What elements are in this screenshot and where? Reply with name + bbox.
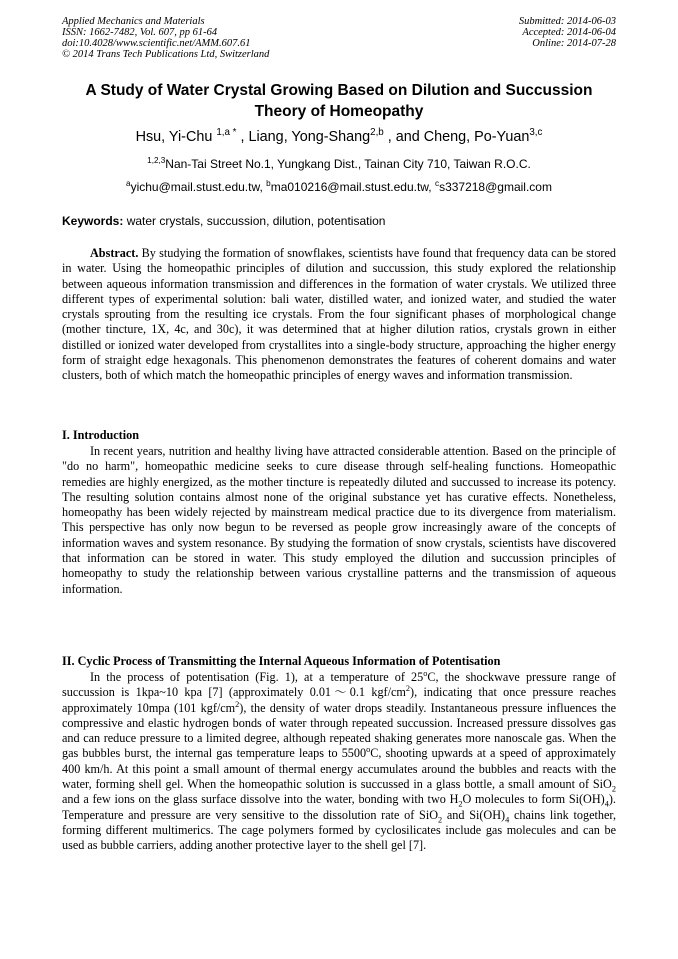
section-2-heading: II. Cyclic Process of Transmitting the Internal Aqueous Information of Potentisation xyxy=(62,654,501,668)
email-c[interactable]: s337218@gmail.com xyxy=(439,180,552,194)
email-a[interactable]: yichu@mail.stust.edu.tw, xyxy=(130,180,267,194)
keywords xyxy=(62,214,616,228)
s2-text-5: C, shooting upwards at a speed of approximately 400 km/h. At this point a small amount of thermal energy accumulates around the bubbles and reacts with the water, forming shell gel. When the homeopathic solution is succussed in a glass bottle, a small amount of SiO xyxy=(62,746,617,792)
abstract-label: Abstract. xyxy=(90,246,139,260)
author-emails xyxy=(62,180,616,194)
author-1: Hsu, Yi-Chu xyxy=(135,129,217,145)
journal-doi[interactable]: doi:10.4028/www.scientific.net/AMM.607.61 xyxy=(62,38,251,49)
journal-issn: ISSN: 1662-7482, Vol. 607, pp 61-64 xyxy=(62,27,218,38)
affiliation xyxy=(62,157,616,171)
affiliation-marker: 1,2,3 xyxy=(147,156,166,165)
author-2: , Liang, Yong-Shang xyxy=(236,129,371,145)
publication-dates xyxy=(519,16,616,49)
abstract-text: By studying the formation of snowflakes, scientists have found that frequency data can be stored in water. Using the homeopathic principles of dilution and succussion, this study explored the relationship between aqueous information transmission and differences in the formation of water crystals. We utilized three different types of experimental solution: bali water, distilled water, and ionized water, and studied the water crystals sprouting from the resulting ice crystals. From the four significant phases of morphological change (mother tincture, 1X, 4c, and 30c), it was determined that at higher dilution ratios, crystals grown in either distilled or ionized water developed from crystallites into a single-body structure, approaching the higher energy form of straight edge hexagonals. This phenomenon demonstrates the features of coherent domains and water clusters, both of which match the homeopathic principles of energy waves and information transmission. xyxy=(62,246,616,383)
journal-meta xyxy=(62,16,269,60)
section-1-body: In recent years, nutrition and healthy living have attracted considerable attention. Based on the principle of "do no harm", homeopathic medicine seeks to cure disease through self-healing functions. Homeopathic remedies are highly energized, as the mother tincture is repeatedly diluted and succussed to increase its potency. The resulting solution contains almost none of the original substance yet has curative effects. Nonetheless, homeopathy has been widely rejected by mainstream medical practice due to its divergence from materialism. This perspective has only now begun to be reversed as people grow increasingly aware of the concepts of information waves and system resonance. By studying the formation of snow crystals, scientists have discovered that information can be stored in water. This study employed the dilution and succussion principles of homeopathy to study the relationship between various crystalline patterns and the transmission of aqueous information. xyxy=(62,444,616,596)
section-1-heading: I. Introduction xyxy=(62,428,139,442)
s2-sup-2: 2 xyxy=(405,684,411,694)
keywords-label: Keywords: xyxy=(62,214,124,228)
s2-text-2: C, the shockwave pressure range of succussion is 1kpa~10 kpa [7] (approximately 0.01～0.1 kgf/cm xyxy=(62,670,616,700)
s2-text-6: and a few ions on the glass surface dissolve into the water, bonding with two H xyxy=(62,792,459,807)
s2-text-1: In the process of potentisation (Fig. 1), at a temperature of 25 xyxy=(90,670,424,684)
accepted-date: Accepted: 2014-06-04 xyxy=(522,27,616,38)
submitted-date: Submitted: 2014-06-03 xyxy=(518,16,616,27)
author-1-marker: 1,a * xyxy=(216,127,237,139)
title-line-1: A Study of Water Crystal Growing Based on Dilution and Succussion xyxy=(85,82,593,99)
email-c-marker: c xyxy=(434,179,440,188)
s2-text-9: and Si(OH) xyxy=(442,807,506,822)
author-2-marker: 2,b xyxy=(370,127,384,139)
online-date: Online: 2014-07-28 xyxy=(532,38,616,49)
email-b-marker: b xyxy=(266,179,271,188)
affiliation-text: Nan-Tai Street No.1, Yungkang Dist., Tainan City 710, Taiwan R.O.C. xyxy=(165,157,531,171)
abstract xyxy=(62,246,616,384)
section-2-body xyxy=(62,670,616,854)
journal-name: Applied Mechanics and Materials xyxy=(62,16,205,27)
keywords-text: water crystals, succussion, dilution, potentisation xyxy=(123,214,386,228)
email-a-marker: a xyxy=(126,179,131,188)
title-line-2: Theory of Homeopathy xyxy=(254,103,424,120)
s2-text-10: chains link together, forming different multimerics. The cage polymers formed by cyclosilicates include gas molecules and can be used as bubble carriers, adding another protective layer to the shell gel [7]. xyxy=(62,807,616,853)
author-3-marker: 3,c xyxy=(529,127,543,139)
author-3: , and Cheng, Po-Yuan xyxy=(383,129,530,145)
s2-sub-9: 4 xyxy=(505,815,510,825)
s2-sup-4: o xyxy=(366,745,371,755)
s2-sub-8: 2 xyxy=(438,815,443,825)
s2-text-8: ). Temperature and pressure are very sensitive to the dissolution rate of SiO xyxy=(62,792,616,822)
s2-sub-7: 4 xyxy=(604,799,609,809)
paper-title xyxy=(62,80,616,122)
email-b[interactable]: ma010216@mail.stust.edu.tw, xyxy=(270,180,435,194)
s2-text-4: ), the density of water drops steadily. Instantaneous pressure influences the compressive and elastic hydrogen bonds of water through repeated succussion. Increased pressure dissolves gas and can reduce pressure to a limited degree, although repeated shaking generates more nanoscale gas. When the gas bubbles burst, the internal gas temperature leaps to 5500 xyxy=(62,700,616,761)
s2-sup-1: o xyxy=(423,668,428,678)
author-list xyxy=(62,129,616,145)
journal-copyright: © 2014 Trans Tech Publications Ltd, Switzerland xyxy=(62,49,270,60)
s2-sub-5: 2 xyxy=(611,784,616,794)
s2-text-3: ), indicating that once pressure reaches approximately 10mpa (101 kgf/cm xyxy=(62,685,616,715)
s2-sup-3: 2 xyxy=(235,699,240,709)
s2-text-7: O molecules to form Si(OH) xyxy=(462,792,605,807)
s2-sub-6: 2 xyxy=(458,799,463,809)
